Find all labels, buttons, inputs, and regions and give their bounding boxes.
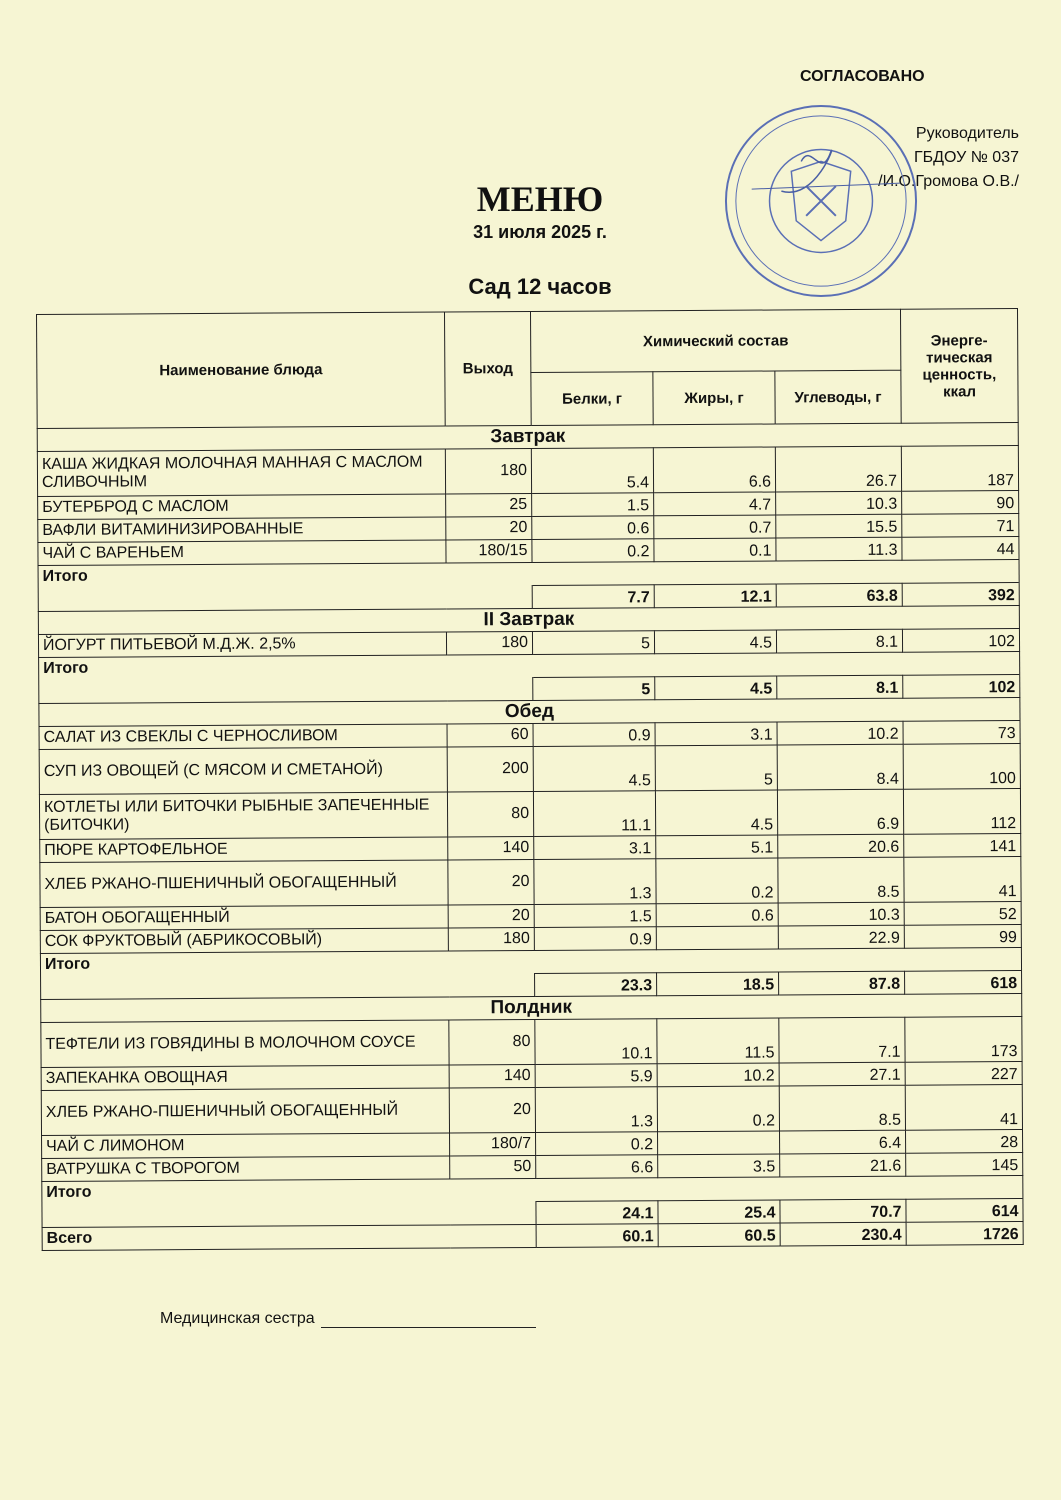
dish-carbs: 22.9 [778,925,904,949]
dish-name: ВАТРУШКА С ТВОРОГОМ [42,1156,450,1181]
grand-total-energy: 1726 [906,1221,1023,1245]
dish-name: БУТЕРБРОД С МАСЛОМ [38,494,446,519]
dish-carbs: 20.6 [778,834,904,858]
total-fat: 25.4 [658,1200,780,1224]
dish-fat: 3.1 [655,722,777,746]
dish-protein: 1.5 [532,493,654,517]
dish-carbs: 8.4 [777,744,903,790]
total-energy: 102 [903,674,1020,698]
total-carbs: 8.1 [777,675,903,699]
dish-protein: 5.4 [531,448,653,494]
dish-carbs: 15.5 [776,514,902,538]
dish-fat: 0.1 [654,538,776,562]
dish-fat: 0.7 [654,515,776,539]
dish-energy: 112 [903,788,1020,834]
dish-carbs: 26.7 [775,446,901,492]
dish-fat: 0.2 [656,858,778,904]
dish-fat [658,1131,780,1155]
col-fat-header: Жиры, г [653,371,775,425]
dish-energy: 227 [905,1061,1022,1085]
dish-carbs: 8.5 [779,1085,905,1131]
total-energy: 618 [905,970,1022,994]
dish-output: 20 [448,904,534,928]
approval-role: Руководитель [915,125,1019,142]
section-title: Обед [39,697,1020,726]
dish-output: 20 [449,1087,535,1133]
table-row [39,788,1020,839]
dish-protein: 1.3 [534,859,656,905]
dish-fat: 4.5 [654,630,776,654]
dish-carbs: 8.5 [778,857,904,903]
dish-energy: 100 [903,743,1020,789]
dish-name: ПЮРЕ КАРТОФЕЛЬНОЕ [40,837,448,862]
dish-energy: 44 [902,537,1019,561]
total-label: Итого [42,1175,1023,1204]
grand-total-protein: 60.1 [536,1224,658,1248]
dish-protein: 0.6 [532,516,654,540]
grand-total-row [42,1221,1023,1250]
dish-name: ТЕФТЕЛИ ИЗ ГОВЯДИНЫ В МОЛОЧНОМ СОУСЕ [41,1020,449,1067]
dish-output: 200 [447,746,533,792]
dish-output: 25 [446,493,532,517]
total-fat: 4.5 [655,676,777,700]
dish-protein: 1.3 [535,1087,657,1133]
dish-energy: 141 [904,833,1021,857]
total-blank [42,1201,536,1227]
table-row [40,856,1021,907]
dish-fat: 3.5 [658,1154,780,1178]
col-name-header: Наименование блюда [37,312,446,428]
dish-carbs: 11.3 [776,537,902,561]
grand-total-carbs: 230.4 [780,1222,906,1246]
approval-label: СОГЛАСОВАНО [800,68,925,85]
dish-fat: 11.5 [657,1018,779,1064]
table-row [37,446,1018,497]
dish-protein: 4.5 [533,746,655,792]
dish-energy: 145 [906,1152,1023,1176]
grand-total-fat: 60.5 [658,1223,780,1247]
nurse-label: Медицинская сестра [160,1310,315,1327]
dish-protein: 0.2 [536,1132,658,1156]
dish-energy: 102 [902,628,1019,652]
approval-org: ГБДОУ № 037 [913,149,1019,166]
dish-fat: 4.7 [654,492,776,516]
dish-output: 20 [448,859,534,905]
dish-protein: 0.2 [532,539,654,563]
dish-output: 140 [449,1064,535,1088]
dish-fat: 0.2 [657,1086,779,1132]
total-protein: 5 [533,677,655,701]
dish-protein: 10.1 [535,1019,657,1065]
dish-output: 180 [445,448,531,494]
dish-energy: 52 [904,901,1021,925]
dish-name: КАША ЖИДКАЯ МОЛОЧНАЯ МАННАЯ С МАСЛОМ СЛИВОЧНЫМ [37,449,445,496]
dish-protein: 11.1 [533,791,655,837]
dish-fat: 6.6 [653,447,775,493]
section-title: Полдник [41,993,1022,1022]
dish-fat: 0.6 [656,903,778,927]
total-fat: 18.5 [657,972,779,996]
dish-name: ВАФЛИ ВИТАМИНИЗИРОВАННЫЕ [38,517,446,542]
dish-output: 80 [449,1019,535,1065]
dish-name: СОК ФРУКТОВЫЙ (АБРИКОСОВЫЙ) [40,928,448,953]
dish-name: ЗАПЕКАНКА ОВОЩНАЯ [41,1065,449,1090]
dish-protein: 6.6 [536,1155,658,1179]
dish-fat: 5 [655,745,777,791]
dish-energy: 41 [904,856,1021,902]
dish-protein: 5 [532,631,654,655]
menu-date: 31 июля 2025 г. [473,222,607,242]
total-fat: 12.1 [654,584,776,608]
dish-name: ЙОГУРТ ПИТЬЕВОЙ М.Д.Ж. 2,5% [38,632,446,657]
dish-name: САЛАТ ИЗ СВЕКЛЫ С ЧЕРНОСЛИВОМ [39,724,447,749]
dish-energy: 99 [904,924,1021,948]
dish-energy: 73 [903,720,1020,744]
dish-carbs: 10.3 [778,902,904,926]
dish-name: ХЛЕБ РЖАНО-ПШЕНИЧНЫЙ ОБОГАЩЕННЫЙ [41,1088,449,1135]
dish-fat: 4.5 [655,790,777,836]
dish-carbs: 27.1 [779,1062,905,1086]
total-energy: 392 [902,582,1019,606]
dish-energy: 187 [901,446,1018,492]
dish-fat: 5.1 [656,835,778,859]
dish-carbs: 8.1 [776,629,902,653]
total-carbs: 87.8 [779,971,905,995]
dish-name: ЧАЙ С ВАРЕНЬЕМ [38,540,446,565]
total-label: Итого [38,559,1019,588]
dish-energy: 173 [905,1016,1022,1062]
dish-energy: 71 [902,514,1019,538]
section-title: II Завтрак [38,605,1019,634]
total-protein: 7.7 [532,585,654,609]
col-output-header: Выход [444,311,531,426]
page-title: МЕНЮ [476,179,604,219]
dish-carbs: 7.1 [779,1017,905,1063]
dish-name: СУП ИЗ ОВОЩЕЙ (С МЯСОМ И СМЕТАНОЙ) [39,747,447,794]
dish-carbs: 10.3 [776,491,902,515]
dish-carbs: 6.4 [780,1130,906,1154]
total-blank [38,585,532,611]
dish-name: КОТЛЕТЫ ИЛИ БИТОЧКИ РЫБНЫЕ ЗАПЕЧЕННЫЕ (БИТОЧКИ) [39,792,447,839]
menu-body [37,423,1023,1251]
dish-output: 180 [446,631,532,655]
dish-name: ХЛЕБ РЖАНО-ПШЕНИЧНЫЙ ОБОГАЩЕННЫЙ [40,860,448,907]
dish-output: 180/7 [450,1132,536,1156]
col-chem-header: Химический состав [530,309,900,372]
dish-fat: 10.2 [657,1063,779,1087]
dish-output: 180/15 [446,539,532,563]
col-energy-header: Энерге-тическая ценность, ккал [901,309,1019,424]
table-row [41,1084,1022,1135]
dish-energy: 28 [906,1129,1023,1153]
total-carbs: 70.7 [780,1199,906,1223]
dish-protein: 5.9 [535,1064,657,1088]
dish-carbs: 10.2 [777,721,903,745]
total-energy: 614 [906,1198,1023,1222]
col-protein-header: Белки, г [531,372,653,426]
nurse-signature [160,1310,536,1328]
dish-protein: 0.9 [533,723,655,747]
menu-table [36,308,1024,1251]
col-carb-header: Углеводы, г [775,370,901,424]
total-label: Итого [39,651,1020,680]
grand-total-label: Всего [42,1224,536,1250]
dish-name: ЧАЙ С ЛИМОНОМ [42,1133,450,1158]
dish-protein: 1.5 [534,904,656,928]
dish-carbs: 21.6 [780,1153,906,1177]
total-carbs: 63.8 [776,583,902,607]
dish-energy: 41 [905,1084,1022,1130]
dish-fat [656,926,778,950]
dish-output: 180 [448,927,534,951]
dish-output: 60 [447,723,533,747]
table-row [41,1016,1022,1067]
dish-name: БАТОН ОБОГАЩЕННЫЙ [40,905,448,930]
total-blank [41,973,535,999]
dish-output: 50 [450,1155,536,1179]
approval-signer: /И.О.Громова О.В./ [878,173,1019,190]
signature-line [321,1311,536,1328]
total-protein: 24.1 [536,1201,658,1225]
dish-output: 80 [447,791,533,837]
dish-output: 20 [446,516,532,540]
total-label: Итого [40,947,1021,976]
group-name: Сад 12 часов [468,274,612,299]
dish-protein: 0.9 [534,927,656,951]
section-title: Завтрак [37,423,1018,452]
dish-protein: 3.1 [534,836,656,860]
dish-output: 140 [448,836,534,860]
total-protein: 23.3 [535,973,657,997]
total-blank [39,677,533,703]
dish-energy: 90 [902,491,1019,515]
table-row [39,743,1020,794]
dish-carbs: 6.9 [777,789,903,835]
